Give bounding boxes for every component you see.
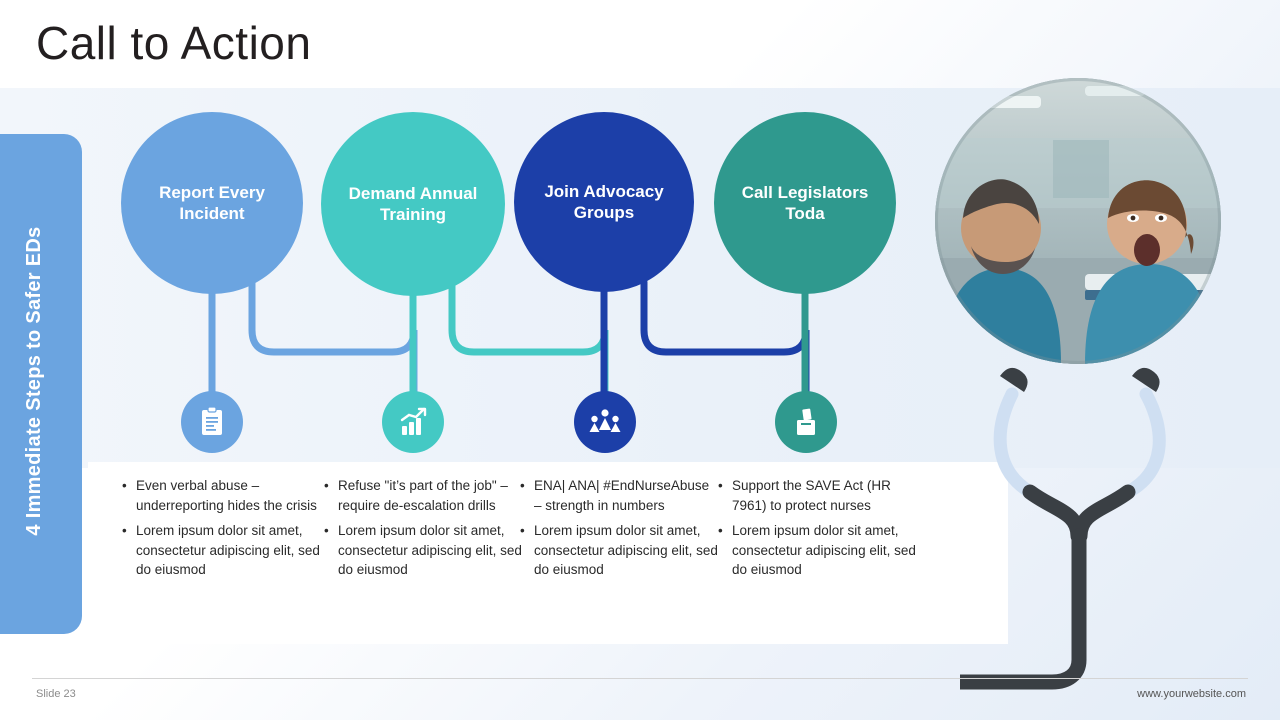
hospital-confrontation-photo: [935, 78, 1221, 364]
ballot-box-icon: [775, 391, 837, 453]
bullets-column-1: [120, 476, 320, 586]
list-item: • Lorem ipsum dolor sit amet, consectetur adipiscing elit, sed do eiusmod: [730, 521, 916, 580]
footer-divider: [32, 678, 1248, 679]
bullets-column-3: [518, 476, 718, 586]
list-item: • Refuse "it’s part of the job" – require de-escalation drills: [336, 476, 522, 515]
list-item: • Lorem ipsum dolor sit amet, consectetur adipiscing elit, sed do eiusmod: [134, 521, 320, 580]
people-group-icon: [574, 391, 636, 453]
step-title-2: Demand Annual Training: [348, 183, 478, 224]
page-title: Call to Action: [36, 17, 312, 69]
bullets-column-4: [716, 476, 916, 586]
step-title-1: Report Every Incident: [159, 182, 265, 223]
step-title-3: Join Advocacy Groups: [544, 181, 664, 222]
bullets-column-2: [322, 476, 522, 586]
list-item: • ENA| ANA| #EndNurseAbuse – strength in numbers: [532, 476, 718, 515]
list-item: • Support the SAVE Act (HR 7961) to protect nurses: [730, 476, 916, 515]
step-circle-4[interactable]: [714, 112, 896, 294]
list-item: • Lorem ipsum dolor sit amet, consectetur adipiscing elit, sed do eiusmod: [336, 521, 522, 580]
step-circle-3[interactable]: [514, 112, 694, 292]
website-url: www.yourwebsite.com: [1137, 688, 1246, 700]
list-item: • Lorem ipsum dolor sit amet, consectetur adipiscing elit, sed do eiusmod: [532, 521, 718, 580]
side-tab: [0, 134, 82, 634]
step-circle-1[interactable]: [121, 112, 303, 294]
list-item: • Even verbal abuse – underreporting hides the crisis: [134, 476, 320, 515]
stethoscope-decoration: [960, 360, 1280, 690]
step-circle-2[interactable]: [321, 112, 505, 296]
step-title-4: Call Legislators Toda: [741, 182, 869, 223]
clipboard-report-icon: [181, 391, 243, 453]
side-tab-label: 4 Immediate Steps to Safer EDs: [22, 226, 45, 536]
slide-number: Slide 23: [36, 688, 76, 700]
growth-chart-icon: [382, 391, 444, 453]
